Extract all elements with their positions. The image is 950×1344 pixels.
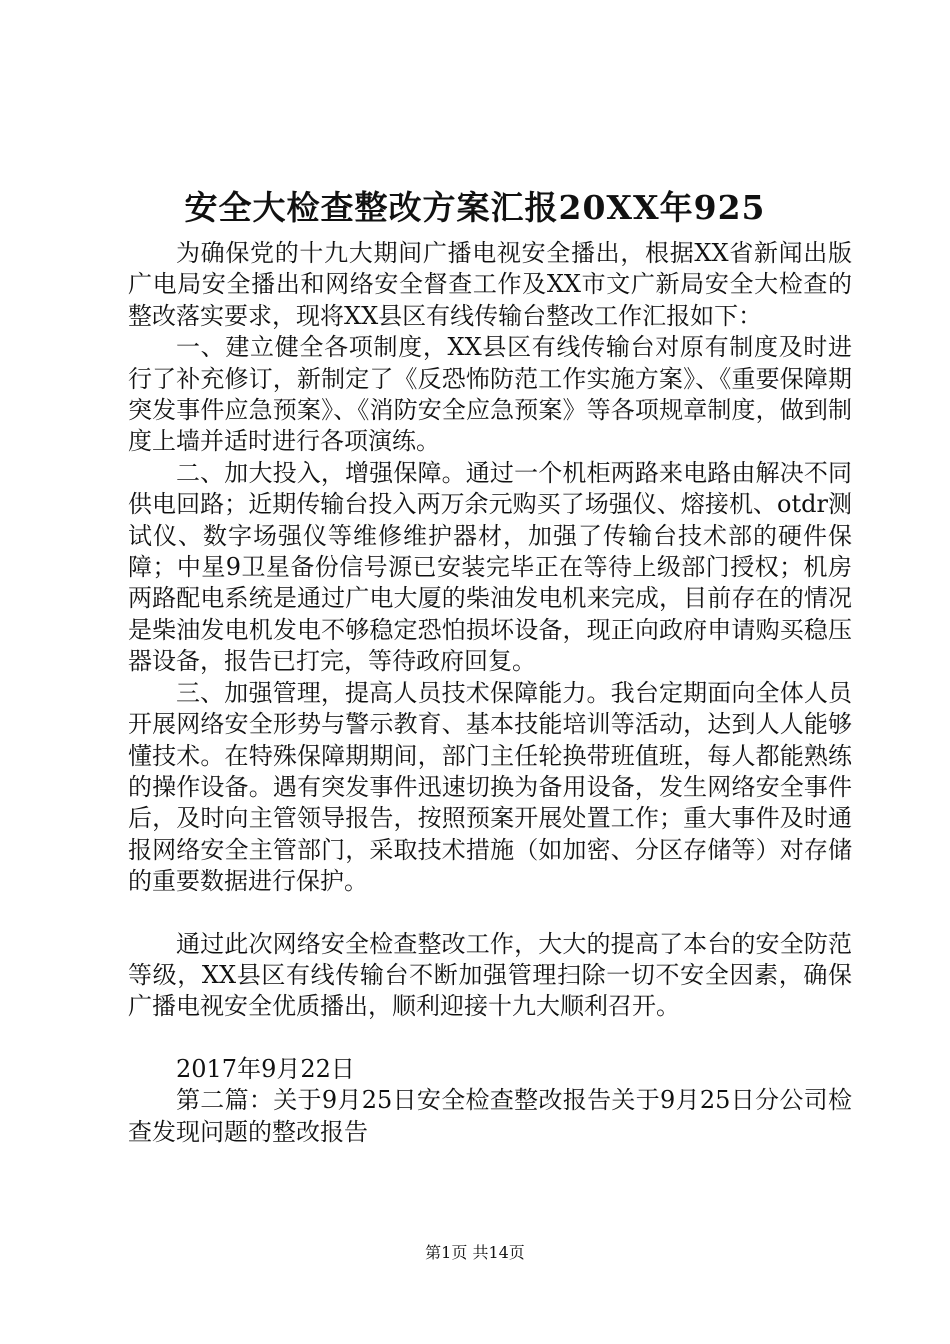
- paragraph-intro: 为确保党的十九大期间广播电视安全播出，根据XX省新闻出版广电局安全播出和网络安全督查工作及XX市文广新局安全大检查的整改落实要求，现将XX县区有线传输台整改工作汇报如下：: [128, 239, 852, 330]
- document-body: [128, 238, 852, 1148]
- paragraph-section-3: 三、加强管理，提高人员技术保障能力。我台定期面向全体人员开展网络安全形势与警示教育、基本技能培训等活动，达到人人能够懂技术。在特殊保障期期间，部门主任轮换带班值班，每人都能熟练的操作设备。遇有突发事件迅速切换为备用设备，发生网络安全事件后，及时向主管领导报告，按照预案开展处置工作；重大事件及时通报网络安全主管部门，采取技术措施（如加密、分区存储等）对存储的重要数据进行保护。: [128, 678, 852, 896]
- paragraph-section-1: 一、建立健全各项制度，XX县区有线传输台对原有制度及时进行了补充修订，新制定了《反恐怖防范工作实施方案》、《重要保障期突发事件应急预案》、《消防安全应急预案》等各项规章制度，做到制度上墙并适时进行各项演练。: [128, 333, 852, 456]
- document-title: 安全大检查整改方案汇报20XX年925: [184, 188, 766, 227]
- page-number-footer: 第1页 共14页: [425, 1243, 525, 1262]
- paragraph-conclusion: 通过此次网络安全检查整改工作，大大的提高了本台的安全防范等级，XX县区有线传输台不断加强管理扫除一切不安全因素，确保广播电视安全优质播出，顺利迎接十九大顺利召开。: [128, 929, 852, 1021]
- paragraph-next-article: 第二篇：关于9月25日安全检查整改报告关于9月25日分公司检查发现问题的整改报告: [128, 1086, 852, 1146]
- document-date: 2017年9月22日: [176, 1054, 355, 1083]
- paragraph-section-2: 二、加大投入，增强保障。通过一个机柜两路来电路由解决不同供电回路；近期传输台投入两万余元购买了场强仪、熔接机、otdr测试仪、数字场强仪等维修维护器材，加强了传输台技术部的硬件保障；中星9卫星备份信号源已安装完毕正在等待上级部门授权；机房两路配电系统是通过广电大厦的柴油发电机来完成，目前存在的情况是柴油发电机发电不够稳定恐怕损坏设备，现正向政府申请购买稳压器设备，报告已打完，等待政府回复。: [128, 458, 852, 676]
